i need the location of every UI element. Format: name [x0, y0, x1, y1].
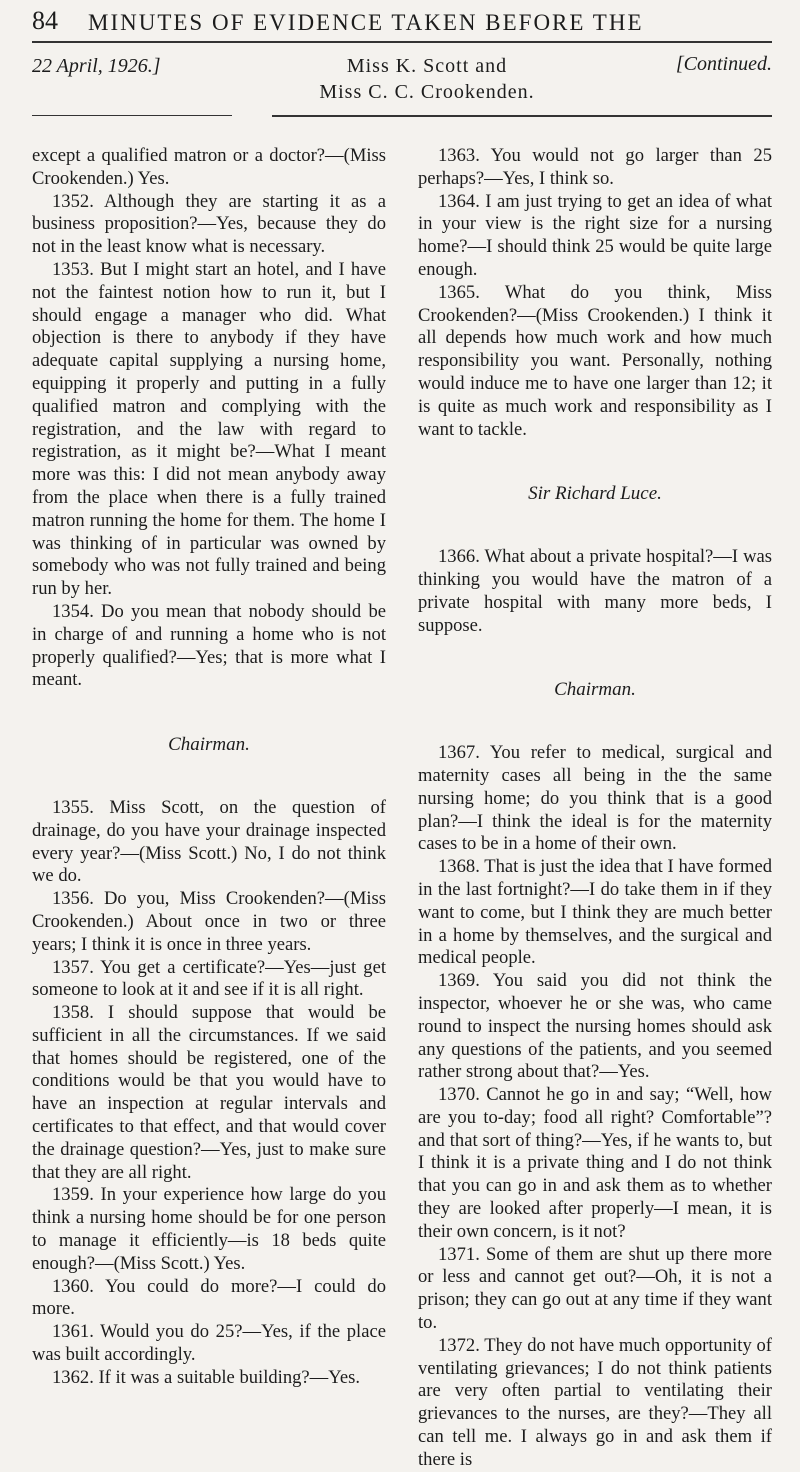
witness-line-1: Miss K. Scott and	[346, 55, 508, 77]
session-date: 22 April, 1926.]	[32, 55, 161, 77]
paragraph-1366: 1366. What about a private hospital?—I was thinking you would have the matron of a private hospital with many more beds, I suppose.	[418, 546, 772, 636]
right-column	[418, 145, 772, 1472]
paragraph-1360: 1360. You could do more?—I could do more.	[32, 1275, 386, 1320]
left-column	[32, 145, 386, 1472]
paragraph-1371: 1371. Some of them are shut up there more or less and cannot get out?—Oh, it is not a prison; they can go out at any time if they want to.	[418, 1243, 772, 1334]
paragraph-1362: 1362. If it was a suitable building?—Yes.	[52, 1366, 360, 1388]
paragraph-1369: 1369. You said you did not think the inspector, whoever he or she was, who came round to inspect the nursing homes should ask any questions of the patients, and you seemed rather strong about that?—Yes.	[418, 970, 772, 1083]
paragraph-1354: 1354. Do you mean that nobody should be in charge of and running a home who is not properly qualified?—Yes; that is more what I meant.	[32, 600, 386, 691]
speaker-heading-chairman-2: Chairman.	[554, 679, 636, 701]
continued-label: [Continued.	[675, 53, 772, 75]
paragraph-1361: 1361. Would you do 25?—Yes, if the place was built accordingly.	[32, 1321, 386, 1366]
sub-header-rule	[32, 115, 772, 117]
paragraph-1355: 1355. Miss Scott, on the question of drainage, do you have your drainage inspected every year?—(Miss Scott.) No, I do not think we do.	[32, 796, 386, 887]
paragraph-1367: 1367. You refer to medical, surgical and maternity cases all being in the the same nursing home; do you think that is a good plan?—I think the ideal is for the maternity cases to be in a home of their own.	[418, 742, 772, 855]
header-rule	[32, 41, 772, 43]
witness-underline	[272, 115, 772, 117]
paragraph-1365: 1365. What do you think, Miss Crookenden?—(Miss Crookenden.) I think it all depends how much work and how much responsibility you want. Personally, nothing would induce me to have one larger than 12; it is quite as much work and responsibility as I want to tackle.	[418, 281, 772, 440]
paragraph-1356: 1356. Do you, Miss Crookenden?—(Miss Crookenden.) About once in two or three years; I think it is once in three years.	[32, 888, 386, 955]
paragraph-1370: 1370. Cannot he go in and say; “Well, how are you to-day; food all right? Comfortable”? and that sort of thing?—Yes, if he wants to, but I think it is a private thing and I do not think that you can go in and ask them as to whether they are looked after properly—I mean, it is their own concern, is it not?	[418, 1084, 772, 1242]
paragraph-1363: 1363. You would not go larger than 25 perhaps?—Yes, I think so.	[418, 145, 772, 189]
running-title: MINUTES OF EVIDENCE TAKEN BEFORE THE	[88, 10, 644, 35]
speaker-heading-chairman: Chairman.	[168, 734, 250, 756]
paragraph-1368: 1368. That is just the idea that I have formed in the last fortnight?—I do take them in if they want to come, but I think they are much better in a home by themselves, and the surgical and medical people.	[418, 856, 772, 969]
paragraph-1364: 1364. I am just trying to get an idea of what in your view is the right size for a nursing home?—I should think 25 would be quite large enough.	[418, 190, 772, 280]
paragraph-1352: 1352. Although they are starting it as a business proposition?—Yes, because they do not in the least know what is necessary.	[32, 190, 386, 258]
paragraph-1353: 1353. But I might start an hotel, and I have not the faintest notion how to run it, but I should engage a manager who did. What objection is there to anybody if they have adequate capital supplying a nursing home, equipping it properly and putting in a fully qualified matron and complying with the registration, and the law with regard to registration, as it might be?—What I meant more was this: I did not mean anybody away from the place when there is a fully trained matron running the home for them. The home I was thinking of in particular was owned by somebody who was not fully trained and being run by her.	[32, 258, 386, 600]
paragraph-1359: 1359. In your experience how large do you think a nursing home should be for one person to manage it efficiently—is 18 beds quite enough?—(Miss Scott.) Yes.	[32, 1184, 386, 1274]
paragraph-continued: except a qualified matron or a doctor?—(Miss Crookenden.) Yes.	[32, 145, 386, 189]
paragraph-1358: 1358. I should suppose that would be sufficient in all the circumstances. If we said that homes should be registered, one of the conditions would be that you would have to have an inspection at regular intervals and certificates to that effect, and that would cover the drainage question?—Yes, just to make sure that they are all right.	[32, 1002, 386, 1183]
paragraph-1372: 1372. They do not have much opportunity of ventilating grievances; I do not think patients are very often partial to ventilating their grievances to the nurses, are they?—They all can tell me. I always go in and ask them if there is	[418, 1334, 772, 1470]
paragraph-1357: 1357. You get a certificate?—Yes—just get someone to look at it and see if it is all right.	[32, 956, 386, 1001]
speaker-heading-sir-richard-luce: Sir Richard Luce.	[528, 483, 662, 505]
witness-line-2: Miss C. C. Crookenden.	[319, 81, 535, 103]
sub-header	[32, 53, 772, 117]
running-header	[32, 0, 772, 38]
body-columns	[32, 145, 772, 1472]
date-underline	[32, 115, 232, 116]
witness-names	[319, 53, 534, 105]
page-number: 84	[32, 6, 58, 35]
